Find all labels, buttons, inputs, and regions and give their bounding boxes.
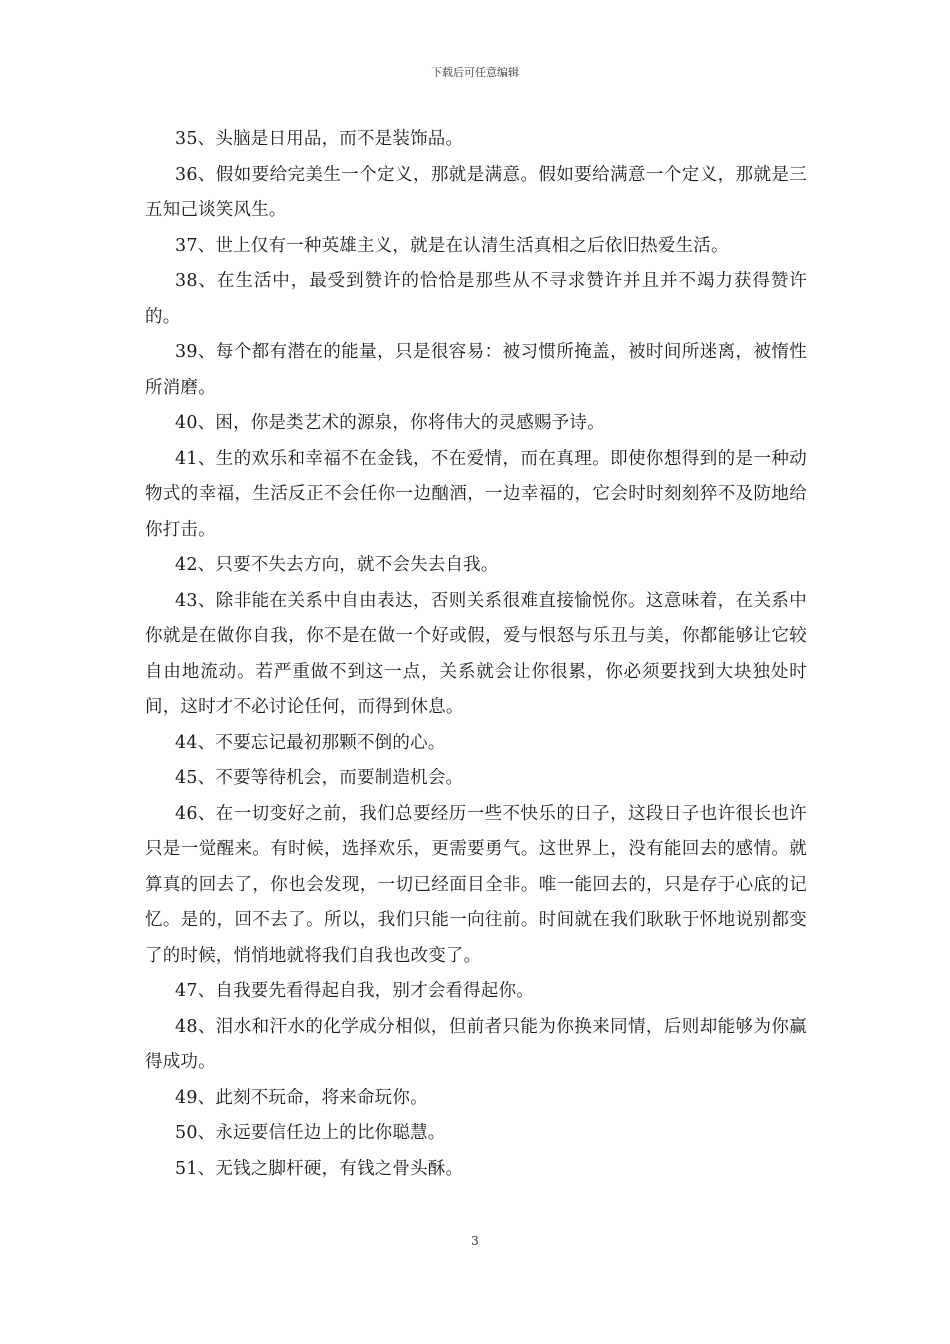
paragraph-38: 38、在生活中，最受到赞许的恰恰是那些从不寻求赞许并且并不竭力获得赞许的。: [145, 271, 807, 327]
paragraph-35: 35、头脑是日用品，而不是装饰品。: [175, 129, 464, 149]
paragraph-50: 50、永远要信任边上的比你聪慧。: [175, 1123, 446, 1143]
page-number: 3: [471, 1234, 479, 1248]
paragraph-39: 39、每个都有潜在的能量，只是很容易：被习惯所掩盖，被时间所迷离，被惰性所消磨。: [145, 342, 807, 398]
paragraph-46: 46、在一切变好之前，我们总要经历一些不快乐的日子，这段日子也许很长也许只是一觉醒来。有时候，选择欢乐，更需要勇气。这世界上，没有能回去的感情。就算真的回去了，你也会发现，一切已经面目全非。唯一能回去的，只是存于心底的记忆。是的，回不去了。所以，我们只能一向往前。时间就在我们耿耿于怀地说别都变了的时候，悄悄地就将我们自我也改变了。: [145, 803, 807, 966]
paragraph-40: 40、困，你是类艺术的源泉，你将伟大的灵感赐予诗。: [175, 413, 605, 433]
paragraph-48: 48、泪水和汗水的化学成分相似，但前者只能为你换来同情，后则却能够为你赢得成功。: [145, 1016, 807, 1072]
paragraph-42: 42、只要不失去方向，就不会失去自我。: [175, 555, 499, 575]
paragraph-37: 37、世上仅有一种英雄主义，就是在认清生活真相之后依旧热爱生活。: [175, 235, 729, 256]
paragraph-47: 47、自我要先看得起自我，别才会看得起你。: [175, 981, 534, 1001]
paragraph-44: 44、不要忘记最初那颗不倒的心。: [175, 732, 446, 753]
page-header: 下载后可任意编辑: [431, 66, 519, 79]
paragraph-49: 49、此刻不玩命，将来命玩你。: [175, 1087, 428, 1108]
paragraph-41: 41、生的欢乐和幸福不在金钱，不在爱情，而在真理。即使你想得到的是一种动物式的幸福，生活反正不会任你一边酗酒，一边幸福的，它会时时刻刻猝不及防地给你打击。: [145, 448, 807, 540]
paragraph-45: 45、不要等待机会，而要制造机会。: [175, 768, 464, 788]
paragraph-43: 43、除非能在关系中自由表达，否则关系很难直接愉悦你。这意味着，在关系中你就是在做你自我，你不是在做一个好或假，爱与恨怒与乐丑与美，你都能够让它较自由地流动。若严重做不到这一点，关系就会让你很累，你必须要找到大块独处时间，这时才不必讨论任何，而得到休息。: [145, 590, 807, 717]
paragraph-36: 36、假如要给完美生一个定义，那就是满意。假如要给满意一个定义，那就是三五知己谈笑风生。: [145, 164, 807, 220]
paragraph-51: 51、无钱之脚杆硬，有钱之骨头酥。: [175, 1158, 464, 1179]
document-body: [145, 122, 807, 1187]
